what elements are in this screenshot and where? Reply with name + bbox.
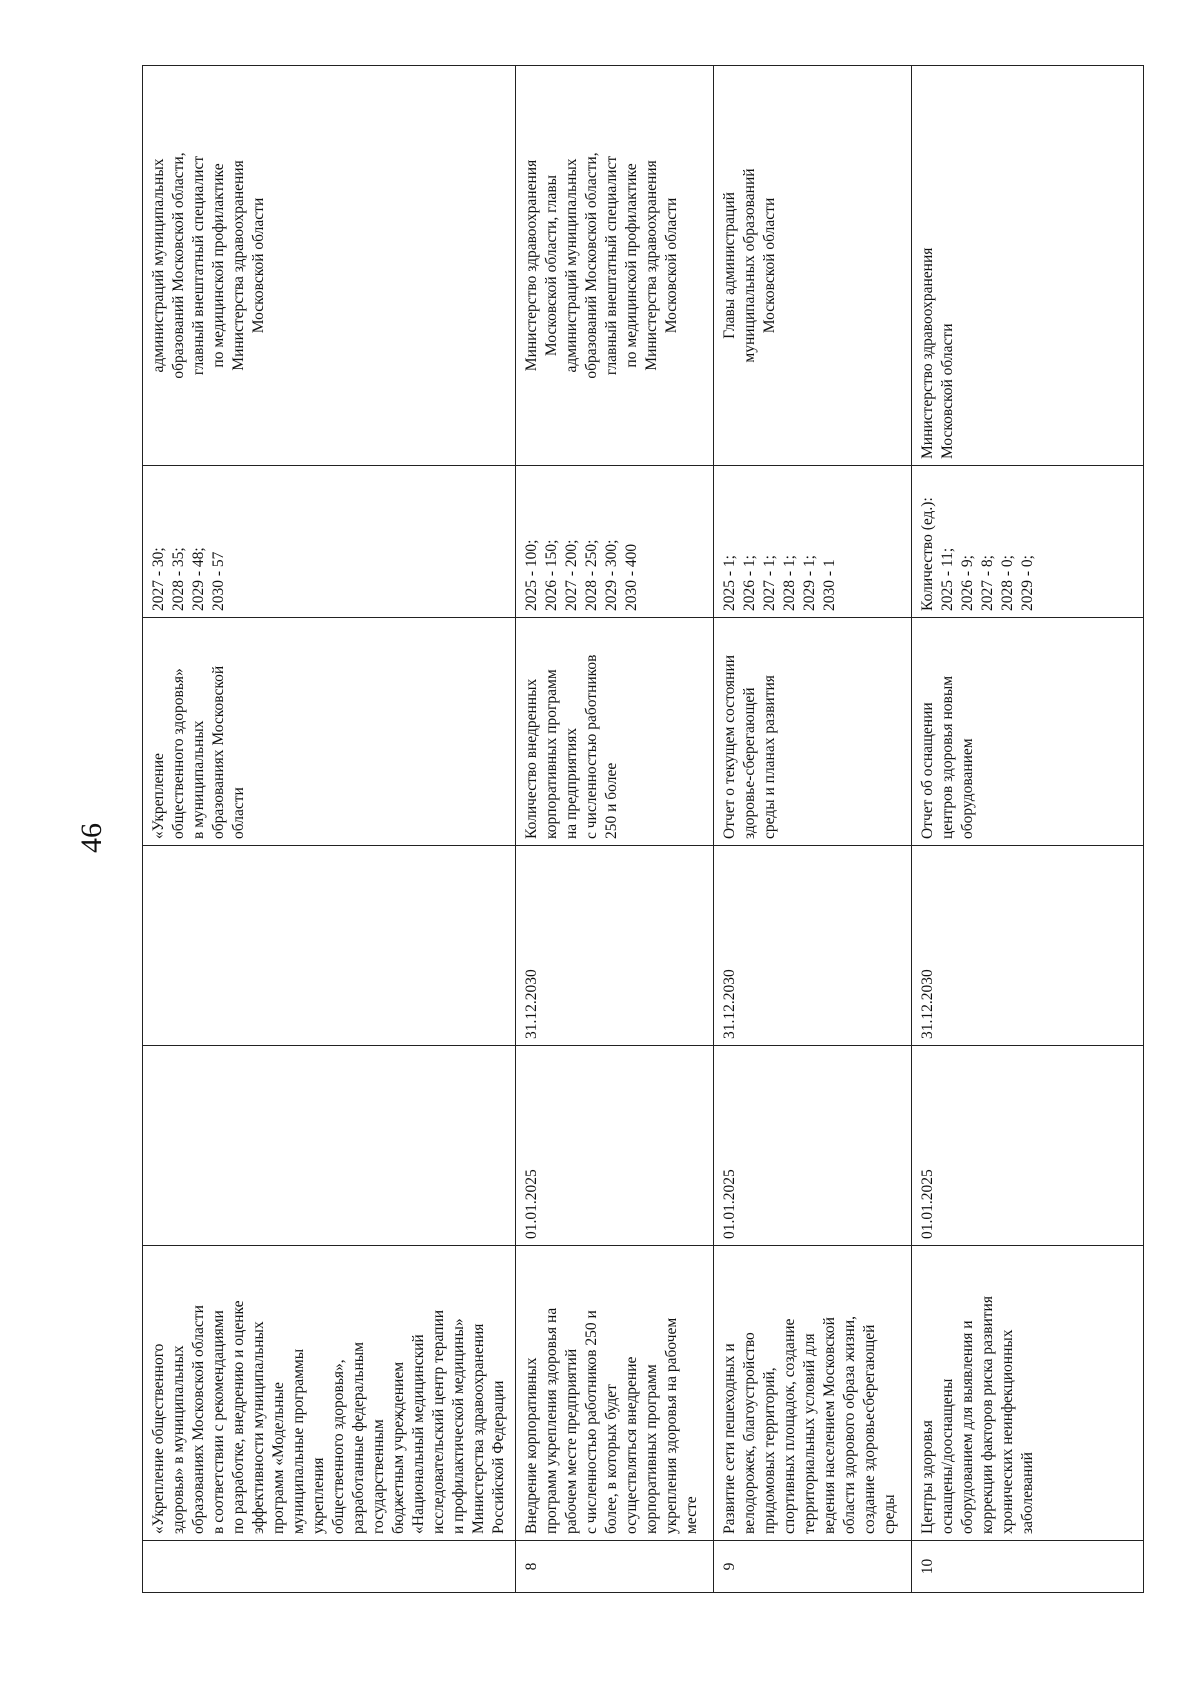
table-row (714, 66, 912, 1593)
end-date: 31.12.2030 (516, 846, 714, 1046)
target-values: 2027 - 30; 2028 - 35; 2029 - 48; 2030 - 57 (143, 466, 516, 618)
responsible-party: администраций муниципальных образований Московской области, главный внештатный специалист по медицинской профилактике Министерства здравоохранения Московской области (143, 66, 516, 466)
target-values: 2025 - 100; 2026 - 150; 2027 - 200; 2028 - 250; 2029 - 300; 2030 - 400 (516, 466, 714, 618)
responsible-party: Министерство здравоохранения Московской области (912, 66, 1144, 466)
target-values: Количество (ед.): 2025 - 11; 2026 - 9; 2027 - 8; 2028 - 0; 2029 - 0; (912, 466, 1144, 618)
responsible-party: Главы администраций муниципальных образований Московской области (714, 66, 912, 466)
start-date: 01.01.2025 (912, 1046, 1144, 1246)
row-number: 10 (912, 1541, 1144, 1593)
page-number: 46 (75, 823, 108, 853)
measure-name: Развитие сети пешеходных и велодорожек, благоустройство придомовых территорий, спортивных площадок, создание территориальных условий для ведения населением Московской области здорового образа жизни, создание здоровьесберегающей среды (714, 1246, 912, 1541)
table-row (516, 66, 714, 1593)
row-number: 9 (714, 1541, 912, 1593)
responsible-party: Министерство здравоохранения Московской области, главы администраций муниципальных образований Московской области, главный внештатный специалист по медицинской профилактике Министерства здравоохранения Московской области (516, 66, 714, 466)
start-date: 01.01.2025 (516, 1046, 714, 1246)
measure-name: Внедрение корпоративных программ укрепления здоровья на рабочем месте предприятий с численностью работников 250 и более, в которых будет осуществляться внедрение корпоративных программ укрепления здоровья на рабочем месте (516, 1246, 714, 1541)
result-description: Отчет о текущем состоянии здоровье-сберегающей среды и планах развития (714, 618, 912, 846)
table-row (912, 66, 1144, 1593)
target-values: 2025 - 1; 2026 - 1; 2027 - 1; 2028 - 1; 2029 - 1; 2030 - 1 (714, 466, 912, 618)
row-number (143, 1541, 516, 1593)
result-description: «Укрепление общественного здоровья» в муниципальных образованиях Московской области (143, 618, 516, 846)
measure-name: «Укрепление общественного здоровья» в муниципальных образованиях Московской области в соответствии с рекомендациями по разработке, внедрению и оценке эффективности муниципальных программ «Модельные муниципальные программы укрепления общественного здоровья», разработанные федеральным государственным бюджетным учреждением «Национальный медицинский исследовательский центр терапии и профилактической медицины» Министерства здравоохранения Российской Федерации (143, 1246, 516, 1541)
result-description: Количество внедренных корпоративных программ на предприятиях с численностью работников 250 и более (516, 618, 714, 846)
start-date (143, 1046, 516, 1246)
row-number: 8 (516, 1541, 714, 1593)
result-description: Отчет об оснащении центров здоровья новым оборудованием (912, 618, 1144, 846)
end-date: 31.12.2030 (714, 846, 912, 1046)
end-date (143, 846, 516, 1046)
end-date: 31.12.2030 (912, 846, 1144, 1046)
measure-name: Центры здоровья оснащены/дооснащены оборудованием для выявления и коррекции факторов риска развития хронических неинфекционных заболеваний (912, 1246, 1144, 1541)
table-row (143, 66, 516, 1593)
start-date: 01.01.2025 (714, 1046, 912, 1246)
measures-table (142, 66, 1144, 1593)
